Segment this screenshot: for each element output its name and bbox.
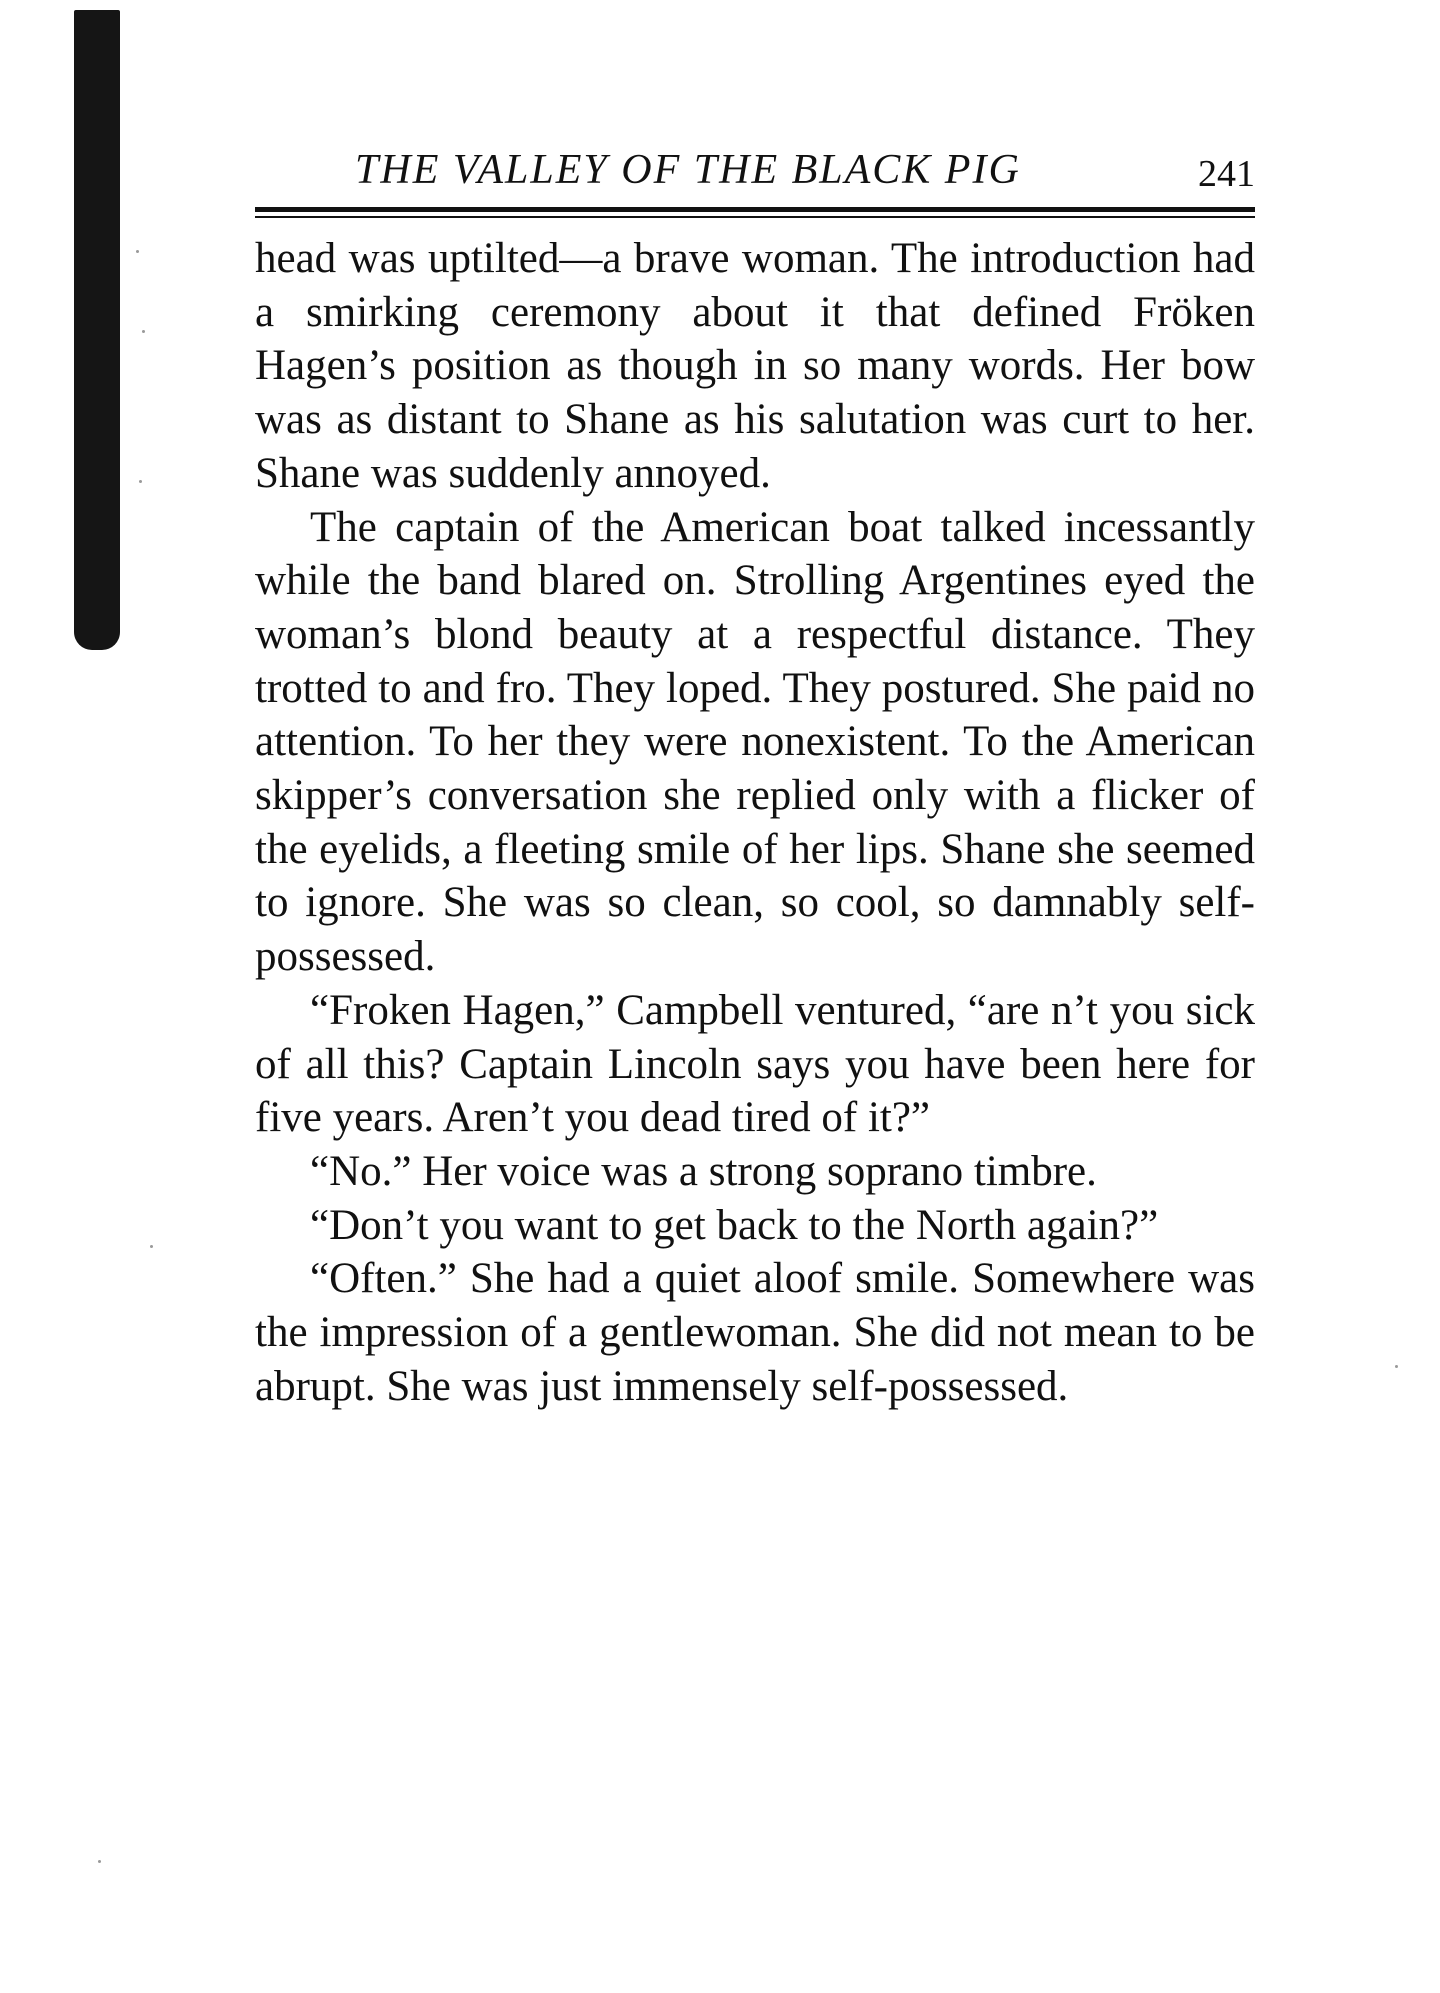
body-text [255,232,1255,1413]
scan-speck [150,1245,153,1248]
paragraph: “No.” Her voice was a strong soprano timbre. [310,1147,1097,1195]
binding-edge [74,10,120,650]
page-number: 241 [1198,153,1255,195]
scan-speck [142,330,145,333]
scan-speck [1395,1365,1398,1368]
paragraph: “Don’t you want to get back to the North again?” [310,1201,1159,1249]
paragraph: “Froken Hagen,” Campbell ventured, “are n’t you sick of all this? Captain Lincoln says you have been here for five years. Aren’t you dead tired of it?” [255,986,1255,1142]
scan-speck [136,250,139,253]
header-rule-thin [255,216,1255,218]
paragraph: head was uptilted—a brave woman. The introduction had a smirking ceremony about it that defined Fröken Hagen’s position as though in so many words. Her bow was as distant to Shane as his salutation was curt to her. Shane was suddenly annoyed. [255,235,1255,497]
scan-speck [98,1860,101,1863]
paragraph: “Often.” She had a quiet aloof smile. Somewhere was the impression of a gentlewoman. She did not mean to be abrupt. She was just immensely self-possessed. [255,1255,1255,1410]
paragraph: The captain of the American boat talked incessantly while the band blared on. Strolling Argentines eyed the woman’s blond beauty at a respectful distance. They trotted to and fro. They loped. They postured. She paid no attention. To her they were nonexistent. To the American skipper’s conversation she replied only with a flicker of the eyelids, a fleeting smile of her lips. Shane she seemed to ignore. She was so clean, so cool, so damnably self-possessed. [255,503,1255,981]
scan-speck [139,480,142,483]
running-title: THE VALLEY OF THE BLACK PIG [355,147,1021,193]
page-header [255,146,1255,206]
header-rule-thick [255,207,1255,212]
